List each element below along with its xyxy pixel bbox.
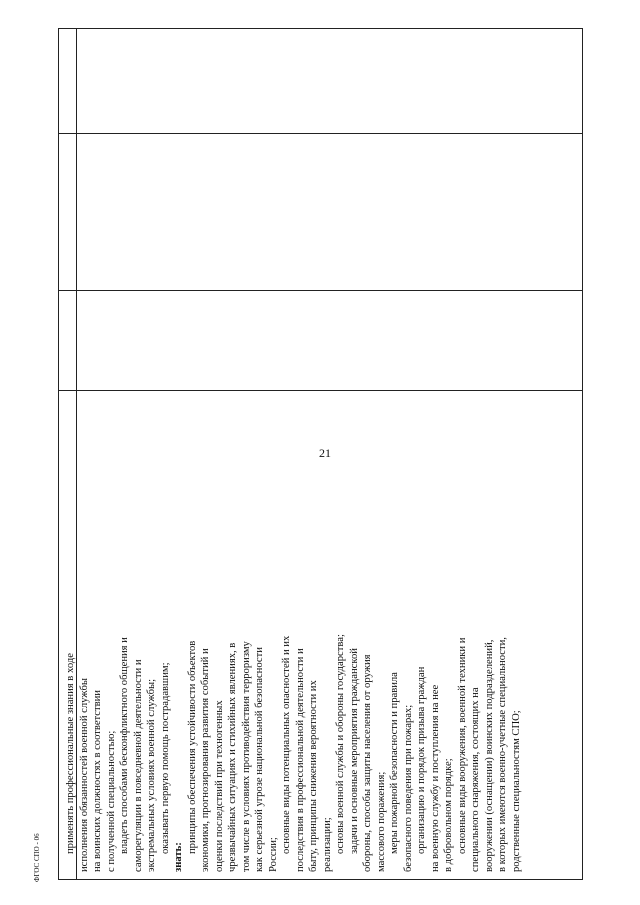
row-divider-1: [58, 133, 583, 134]
text-line: реализации;: [321, 817, 333, 872]
text-line: как серьезной угрозе национальной безопасности: [254, 647, 265, 872]
text-line: задачи и основные мероприятия гражданской: [348, 648, 360, 854]
text-line: оценки последствий при техногенных: [213, 700, 225, 872]
text-line: основные виды потенциальных опасностей и их: [281, 635, 292, 854]
text-line: оказывать первую помощь пострадавшим;: [159, 662, 171, 854]
text-line: применять профессиональные знания в ходе: [65, 653, 76, 854]
text-line: с полученной специальностью;: [105, 730, 117, 872]
text-line: экономики, прогнозирования развития событий и: [200, 648, 211, 872]
text-line: массового поражения;: [375, 771, 387, 872]
text-line: основы военной службы и обороны государства;: [335, 634, 346, 854]
requirements-text: [64, 504, 574, 872]
row-divider-2: [58, 290, 583, 291]
text-line: безопасного поведения при пожарах;: [402, 704, 414, 872]
text-line: родственные специальностям СПО;: [510, 710, 522, 872]
text-line: экстремальных условиях военной службы;: [146, 678, 157, 872]
text-line: принципы обеспечения устойчивости объектов: [186, 640, 198, 854]
text-line: в которых имеются военно-учетные специальности,: [497, 637, 508, 872]
text-line: обороны, способы защиты населения от оружия: [362, 654, 373, 872]
text-line: организацию и порядок призыва граждан: [416, 666, 427, 854]
text-line: саморегуляции в повседневной деятельности и: [132, 659, 144, 872]
text-line: основные виды вооружения, военной техники и: [456, 637, 468, 854]
footer-code: ФГОС СПО - 06: [33, 833, 41, 882]
text-line: меры пожарной безопасности и правила: [389, 672, 400, 854]
text-line: быту, принципы снижения вероятности их: [308, 680, 319, 872]
text-line: России;: [267, 837, 279, 872]
text-line: в добровольном порядке;: [443, 758, 454, 872]
text-line: вооружении (оснащении) воинских подразделений,: [483, 639, 495, 872]
text-line: чрезвычайных ситуациях и стихийных явлениях, в: [227, 642, 238, 872]
text-line: владеть способами бесконфликтного общения и: [119, 637, 130, 854]
text-line: исполнения обязанностей военной службы: [78, 678, 90, 872]
text-line: том числе в условиях противодействия терроризму: [240, 641, 252, 872]
text-line: на военную службу и поступления на нее: [429, 684, 441, 872]
text-line: последствия в профессиональной деятельности и: [294, 648, 306, 872]
text-line: специального снаряжения, состоящих на: [470, 687, 481, 872]
text-line: на воинских должностях в соответствии: [92, 690, 103, 872]
page-number: 21: [319, 446, 331, 460]
row-divider-3: [58, 390, 583, 391]
text-line: знать:: [173, 842, 184, 872]
